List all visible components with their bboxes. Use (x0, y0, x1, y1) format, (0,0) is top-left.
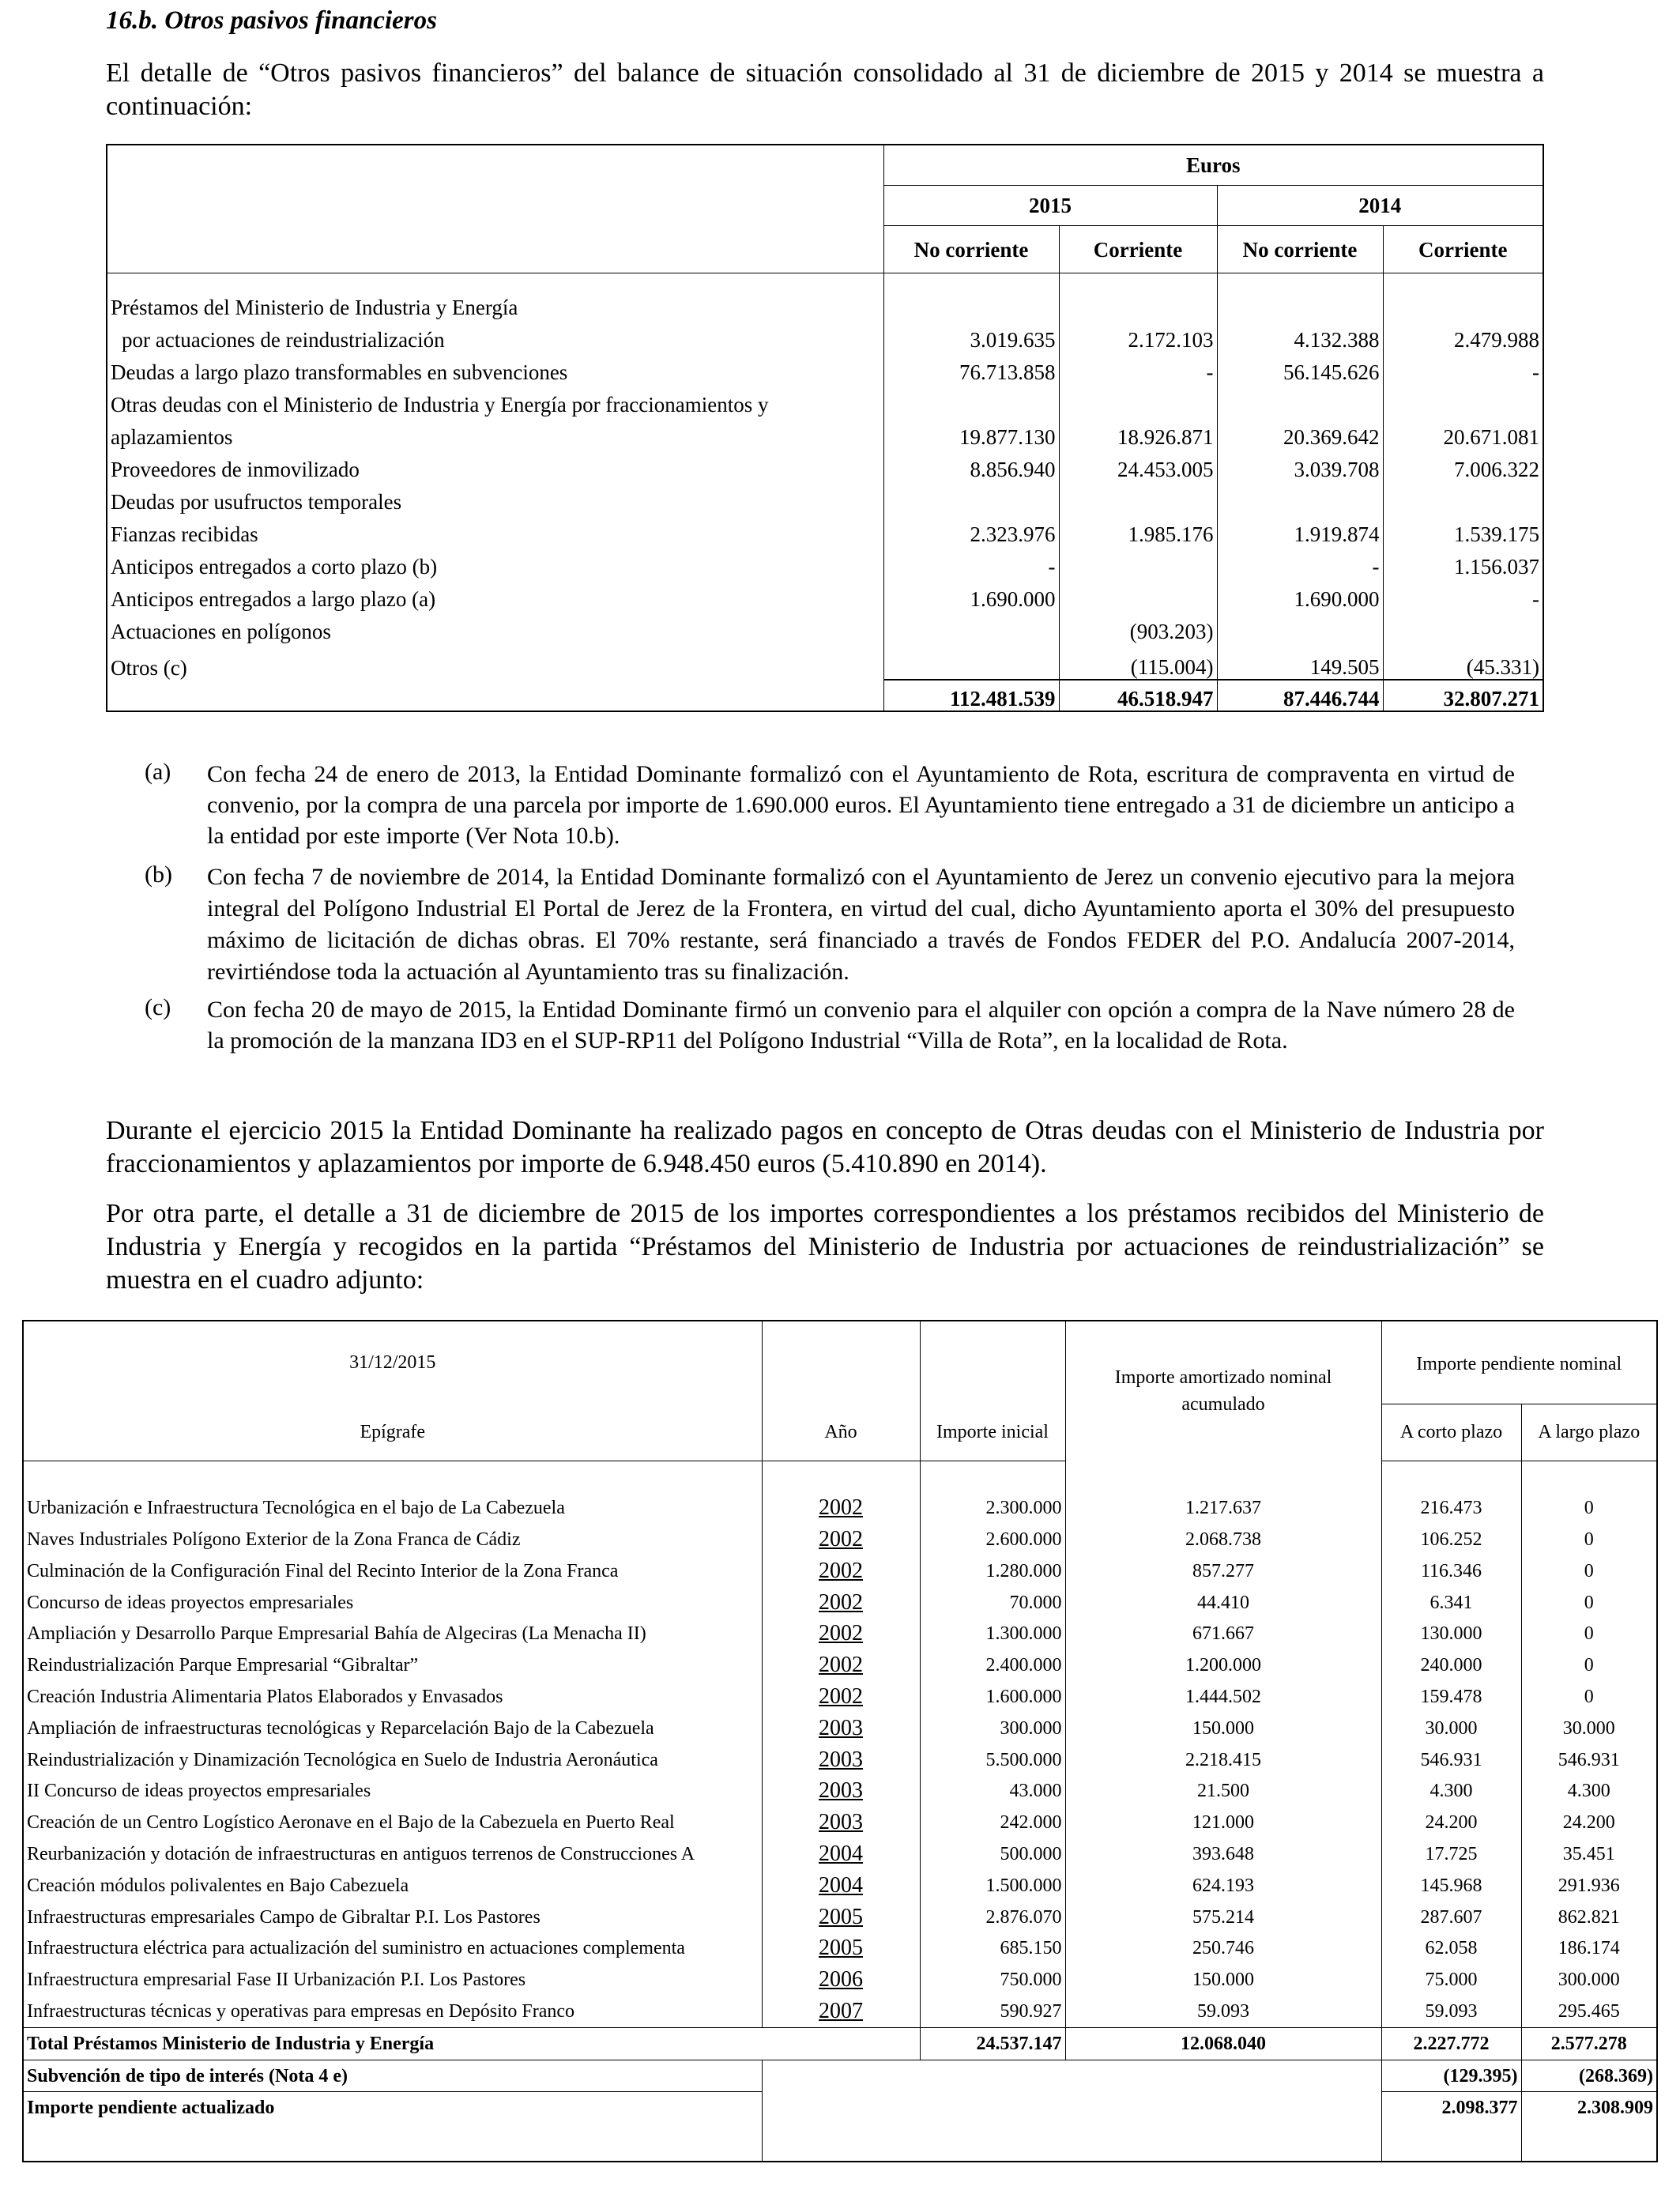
subheader: No corriente (883, 226, 1059, 273)
loan-short-term: 24.200 (1381, 1807, 1521, 1838)
row-label: Proveedores de inmovilizado (111, 458, 360, 481)
initial-amount-header: Importe inicial (920, 1404, 1065, 1461)
section-heading: 16.b. Otros pasivos financieros (106, 6, 437, 35)
short-term-header: A corto plazo (1381, 1404, 1521, 1461)
loan-year: 2003 (762, 1775, 920, 1807)
loan-long-term: 295.465 (1521, 1996, 1657, 2027)
cell: (903.203) (1059, 611, 1217, 643)
cell: 2.323.976 (883, 514, 1059, 546)
cell: 2.479.988 (1383, 319, 1543, 352)
loan-year: 2003 (762, 1807, 920, 1838)
loan-amortized: 21.500 (1065, 1775, 1381, 1807)
loan-short-term: 130.000 (1381, 1618, 1521, 1649)
loan-long-term: 30.000 (1521, 1713, 1657, 1744)
loan-amortized: 121.000 (1065, 1807, 1381, 1838)
total-amortized: 12.068.040 (1065, 2027, 1381, 2060)
row-label: Anticipos entregados a corto plazo (b) (111, 555, 438, 579)
cell: 76.713.858 (883, 352, 1059, 384)
loan-initial: 1.300.000 (920, 1618, 1065, 1649)
loan-amortized: 150.000 (1065, 1964, 1381, 1996)
table-row (23, 1902, 1657, 1933)
cell (883, 611, 1059, 643)
cell: - (1217, 546, 1383, 579)
row-label: Anticipos entregados a largo plazo (a) (111, 587, 436, 611)
loan-initial: 590.927 (920, 1996, 1065, 2027)
loan-initial: 685.150 (920, 1932, 1065, 1964)
loan-short-term: 287.607 (1381, 1902, 1521, 1933)
loan-short-term: 6.341 (1381, 1587, 1521, 1619)
loan-title: Reindustrialización Parque Empresarial “Gibraltar” (27, 1655, 419, 1676)
loan-long-term: 0 (1521, 1524, 1657, 1555)
cell: 20.369.642 (1217, 417, 1383, 449)
loan-year: 2007 (762, 1996, 920, 2027)
other-financial-liabilities-table (106, 144, 1544, 712)
loan-long-term: 35.451 (1521, 1838, 1657, 1870)
cell: 1.539.175 (1383, 514, 1543, 546)
cell: 18.926.871 (1059, 417, 1217, 449)
loan-long-term: 546.931 (1521, 1744, 1657, 1776)
loan-year: 2002 (762, 1587, 920, 1619)
loan-short-term: 30.000 (1381, 1713, 1521, 1744)
loan-short-term: 106.252 (1381, 1524, 1521, 1555)
loan-short-term: 75.000 (1381, 1964, 1521, 1996)
loan-initial: 1.600.000 (920, 1681, 1065, 1713)
loan-initial: 2.300.000 (920, 1492, 1065, 1524)
table-row (23, 1838, 1657, 1870)
loan-title: Ampliación de infraestructuras tecnológicas y Reparcelación Bajo de la Cabezuela (27, 1717, 654, 1739)
long-term-header: A largo plazo (1521, 1404, 1657, 1461)
cell (1383, 611, 1543, 643)
loan-long-term: 0 (1521, 1681, 1657, 1713)
loan-title: Creación de un Centro Logístico Aeronave en el Bajo de la Cabezuela en Puerto Real (27, 1812, 675, 1834)
year-header: Año (762, 1404, 920, 1461)
subheader: No corriente (1217, 226, 1383, 273)
pending-updated-short: 2.098.377 (1381, 2092, 1521, 2124)
loan-short-term: 4.300 (1381, 1775, 1521, 1807)
total-short: 2.227.772 (1381, 2027, 1521, 2060)
table-row (23, 1996, 1657, 2027)
loan-long-term: 862.821 (1521, 1902, 1657, 1933)
loan-title: Infraestructuras empresariales Campo de Gibraltar P.I. Los Pastores (27, 1906, 541, 1928)
date-header: 31/12/2015 (349, 1352, 436, 1373)
loan-year: 2004 (762, 1870, 920, 1902)
loan-amortized: 59.093 (1065, 1996, 1381, 2027)
cell: 1.985.176 (1059, 514, 1217, 546)
row-label: Fianzas recibidas (111, 522, 258, 546)
loan-year: 2005 (762, 1932, 920, 1964)
table-row (23, 1775, 1657, 1807)
loan-initial: 2.876.070 (920, 1902, 1065, 1933)
loan-amortized: 671.667 (1065, 1618, 1381, 1649)
loan-title: Reurbanización y dotación de infraestructuras en antiguos terrenos de Construcciones A (27, 1843, 695, 1864)
loan-year: 2004 (762, 1838, 920, 1870)
total-label: Total Préstamos Ministerio de Industria y Energía (23, 2027, 762, 2060)
loan-year: 2002 (762, 1555, 920, 1587)
cell (1059, 546, 1217, 579)
cell: (45.331) (1383, 643, 1543, 680)
header-blank (107, 145, 883, 273)
table-row (23, 1618, 1657, 1649)
cell: 1.690.000 (1217, 579, 1383, 611)
loan-title: Reindustrialización y Dinamización Tecnológica en Suelo de Industria Aeronáutica (27, 1749, 658, 1770)
loan-long-term: 0 (1521, 1618, 1657, 1649)
table-row (23, 1713, 1657, 1744)
total-label-blank (107, 680, 883, 711)
note-key: (a) (145, 759, 171, 785)
cell (1059, 579, 1217, 611)
note-text: Con fecha 20 de mayo de 2015, la Entidad Dominante firmó un convenio para el alquiler con opción a compra de la Nave número 28 de la promoción de la manzana ID3 en el SUP-RP11 del Polígono Industrial “Villa de Rota”, en la localidad de Rota. (207, 997, 1515, 1054)
payments-paragraph: Durante el ejercicio 2015 la Entidad Dominante ha realizado pagos en concepto de Otras deudas con el Ministerio de Industria por fraccionamientos y aplazamientos por importe de 6.948.450 euros (5.410.890 en 2014). (106, 1116, 1544, 1178)
cell: 149.505 (1217, 643, 1383, 680)
loan-amortized: 393.648 (1065, 1838, 1381, 1870)
loan-year: 2002 (762, 1681, 920, 1713)
loan-amortized: 857.277 (1065, 1555, 1381, 1587)
loan-short-term: 546.931 (1381, 1744, 1521, 1776)
note-text: Con fecha 24 de enero de 2013, la Entidad Dominante formalizó con el Ayuntamiento de Rota, escritura de compraventa en virtud de convenio, por la compra de una parcela por importe de 1.690.000 euros. El Ayuntamiento tiene entregado a 31 de diciembre un anticipo a la entidad por este importe (Ver Nota 10.b). (207, 761, 1515, 849)
cell: 1.156.037 (1383, 546, 1543, 579)
loan-initial: 43.000 (920, 1775, 1065, 1807)
loan-amortized: 575.214 (1065, 1902, 1381, 1933)
loan-year: 2006 (762, 1964, 920, 1996)
loan-year: 2002 (762, 1524, 920, 1555)
cell: 56.145.626 (1217, 352, 1383, 384)
loan-amortized: 624.193 (1065, 1870, 1381, 1902)
subheader: Corriente (1059, 226, 1217, 273)
table-row (23, 1524, 1657, 1555)
loan-year: 2002 (762, 1618, 920, 1649)
row-label: Otros (c) (111, 656, 187, 680)
cell: 4.132.388 (1217, 319, 1383, 352)
note-key: (b) (145, 861, 172, 888)
loan-title: Infraestructuras técnicas y operativas para empresas en Depósito Franco (27, 2000, 575, 2022)
cell: 24.453.005 (1059, 449, 1217, 481)
table-row (23, 1932, 1657, 1964)
loan-initial: 242.000 (920, 1807, 1065, 1838)
table-row (23, 1870, 1657, 1902)
cell: - (1383, 579, 1543, 611)
loan-short-term: 216.473 (1381, 1492, 1521, 1524)
loan-year: 2003 (762, 1744, 920, 1776)
cell (883, 643, 1059, 680)
loan-title: Urbanización e Infraestructura Tecnológica en el bajo de La Cabezuela (27, 1498, 565, 1519)
loan-long-term: 0 (1521, 1555, 1657, 1587)
year-header-2014: 2014 (1217, 186, 1543, 226)
loan-long-term: 186.174 (1521, 1932, 1657, 1964)
loan-initial: 70.000 (920, 1587, 1065, 1619)
row-label: Actuaciones en polígonos (111, 620, 331, 643)
pending-header: Importe pendiente nominal (1381, 1321, 1657, 1404)
loan-initial: 1.280.000 (920, 1555, 1065, 1587)
cell: - (883, 546, 1059, 579)
loan-long-term: 24.200 (1521, 1807, 1657, 1838)
loan-title: Infraestructura eléctrica para actualización del suministro en actuaciones complementa (27, 1938, 685, 1959)
total-long: 2.577.278 (1521, 2027, 1657, 2060)
loans-detail-paragraph: Por otra parte, el detalle a 31 de diciembre de 2015 de los importes correspondientes a los préstamos recibidos del Ministerio de Industria y Energía y recogidos en la partida “Préstamos del Ministerio de Industria por actuaciones de reindustrialización” se muestra en el cuadro adjunto: (106, 1199, 1544, 1295)
loan-amortized: 44.410 (1065, 1587, 1381, 1619)
row-label: Préstamos del Ministerio de Industria y Energía (111, 296, 518, 319)
loan-initial: 300.000 (920, 1713, 1065, 1744)
pending-updated-long: 2.308.909 (1521, 2092, 1657, 2124)
loan-short-term: 159.478 (1381, 1681, 1521, 1713)
loan-title: Naves Industriales Polígono Exterior de la Zona Franca de Cádiz (27, 1529, 521, 1550)
cell: 3.019.635 (883, 319, 1059, 352)
cell: 3.039.708 (1217, 449, 1383, 481)
subsidy-short: (129.395) (1381, 2060, 1521, 2092)
cell: 1.919.874 (1217, 514, 1383, 546)
table-row (23, 1964, 1657, 1996)
loan-initial: 750.000 (920, 1964, 1065, 1996)
loan-amortized: 250.746 (1065, 1932, 1381, 1964)
loan-initial: 500.000 (920, 1838, 1065, 1870)
total-cell: 46.518.947 (1059, 680, 1217, 711)
loan-short-term: 59.093 (1381, 1996, 1521, 2027)
amortized-header: Importe amortizado nominal acumulado (1065, 1321, 1381, 1461)
subsidy-label: Subvención de tipo de interés (Nota 4 e) (23, 2060, 762, 2092)
row-label: Deudas a largo plazo transformables en subvenciones (111, 360, 568, 384)
loan-initial: 1.500.000 (920, 1870, 1065, 1902)
ministry-loans-table (22, 1320, 1658, 2162)
cell: 1.690.000 (883, 579, 1059, 611)
loan-short-term: 62.058 (1381, 1932, 1521, 1964)
table-row (23, 1744, 1657, 1776)
loan-initial: 2.600.000 (920, 1524, 1065, 1555)
cell: - (1059, 352, 1217, 384)
loan-title: Concurso de ideas proyectos empresariales (27, 1592, 354, 1613)
loan-title: II Concurso de ideas proyectos empresariales (27, 1781, 371, 1802)
loan-initial: 2.400.000 (920, 1649, 1065, 1681)
loan-short-term: 145.968 (1381, 1870, 1521, 1902)
loan-title: Infraestructura empresarial Fase II Urbanización P.I. Los Pastores (27, 1970, 526, 1991)
epigrafe-header: Epígrafe (23, 1404, 762, 1461)
cell: - (1383, 352, 1543, 384)
loan-short-term: 240.000 (1381, 1649, 1521, 1681)
loan-long-term: 0 (1521, 1649, 1657, 1681)
cell: (115.004) (1059, 643, 1217, 680)
loan-amortized: 1.217.637 (1065, 1492, 1381, 1524)
subsidy-long: (268.369) (1521, 2060, 1657, 2092)
loan-title: Creación Industria Alimentaria Platos Elaborados y Envasados (27, 1686, 503, 1707)
cell: 19.877.130 (883, 417, 1059, 449)
cell: 8.856.940 (883, 449, 1059, 481)
row-label: por actuaciones de reindustrialización (122, 328, 445, 352)
total-cell: 32.807.271 (1383, 680, 1543, 711)
loan-title: Culminación de la Configuración Final del Recinto Interior de la Zona Franca (27, 1560, 619, 1581)
loan-long-term: 0 (1521, 1587, 1657, 1619)
total-initial: 24.537.147 (920, 2027, 1065, 2060)
table-row (23, 1807, 1657, 1838)
loan-amortized: 2.218.415 (1065, 1744, 1381, 1776)
intro-paragraph: El detalle de “Otros pasivos financieros” del balance de situación consolidado al 31 de diciembre de 2015 y 2014 se muestra a continuación: (106, 58, 1544, 121)
loan-long-term: 4.300 (1521, 1775, 1657, 1807)
currency-header: Euros (883, 145, 1543, 186)
loan-short-term: 116.346 (1381, 1555, 1521, 1587)
loan-year: 2002 (762, 1492, 920, 1524)
loan-long-term: 300.000 (1521, 1964, 1657, 1996)
cell: 7.006.322 (1383, 449, 1543, 481)
note-key: (c) (145, 994, 171, 1020)
loan-title: Ampliación y Desarrollo Parque Empresarial Bahía de Algeciras (La Menacha II) (27, 1623, 646, 1645)
cell: 2.172.103 (1059, 319, 1217, 352)
table-row (23, 1587, 1657, 1619)
row-label: Deudas por usufructos temporales (111, 490, 402, 514)
loan-short-term: 17.725 (1381, 1838, 1521, 1870)
loan-year: 2002 (762, 1649, 920, 1681)
loan-amortized: 1.200.000 (1065, 1649, 1381, 1681)
row-label: Otras deudas con el Ministerio de Industria y Energía por fraccionamientos y (111, 393, 769, 417)
loan-long-term: 291.936 (1521, 1870, 1657, 1902)
loan-initial: 5.500.000 (920, 1744, 1065, 1776)
pending-updated-label: Importe pendiente actualizado (23, 2092, 762, 2124)
cell (1217, 611, 1383, 643)
cell: 20.671.081 (1383, 417, 1543, 449)
loan-year: 2005 (762, 1902, 920, 1933)
loan-long-term: 0 (1521, 1492, 1657, 1524)
loan-title: Creación módulos polivalentes en Bajo Cabezuela (27, 1875, 409, 1896)
table-row (23, 1649, 1657, 1681)
year-header-2015: 2015 (883, 186, 1217, 226)
loan-year: 2003 (762, 1713, 920, 1744)
total-cell: 112.481.539 (883, 680, 1059, 711)
note-text: Con fecha 7 de noviembre de 2014, la Entidad Dominante formalizó con el Ayuntamiento de Jerez un convenio ejecutivo para la mejora integral del Polígono Industrial El Portal de Jerez de la Frontera, en virtud del cual, dicho Ayuntamiento aporta el 30% del presupuesto máximo de licitación de dichas obras. El 70% restante, será financiado a través de Fondos FEDER del P.O. Andalucía 2007-2014, revirtiéndose toda la actuación al Ayuntamiento tras su finalización. (207, 864, 1515, 985)
loan-amortized: 2.068.738 (1065, 1524, 1381, 1555)
table-row (23, 1681, 1657, 1713)
subheader: Corriente (1383, 226, 1543, 273)
row-label: aplazamientos (111, 425, 233, 449)
loan-amortized: 150.000 (1065, 1713, 1381, 1744)
total-cell: 87.446.744 (1217, 680, 1383, 711)
table-row (23, 1492, 1657, 1524)
table-row (23, 1555, 1657, 1587)
loan-amortized: 1.444.502 (1065, 1681, 1381, 1713)
